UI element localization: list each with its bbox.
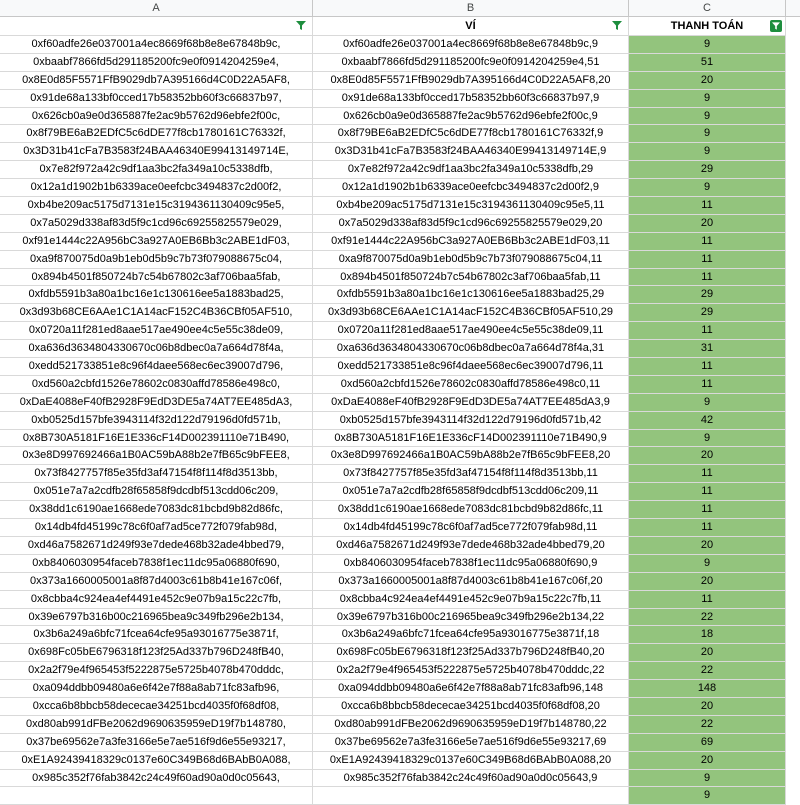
gap-cell xyxy=(786,787,800,805)
cell-address[interactable]: 0x73f8427757f85e35fd3af47154f8f114f8d3513bb, xyxy=(0,465,313,483)
cell-payment[interactable]: 11 xyxy=(629,233,786,251)
table-row xyxy=(0,197,800,215)
table-row xyxy=(0,537,800,555)
gap-cell xyxy=(786,215,800,233)
gap-cell xyxy=(786,555,800,573)
cell-payment[interactable]: 11 xyxy=(629,322,786,340)
cell-payment[interactable]: 9 xyxy=(629,787,786,805)
table-row xyxy=(0,698,800,716)
gap-cell xyxy=(786,716,800,734)
table-row xyxy=(0,609,800,627)
header-cell-a[interactable] xyxy=(0,17,313,36)
gap-cell xyxy=(786,17,800,36)
gap-cell xyxy=(786,179,800,197)
table-row xyxy=(0,770,800,788)
gap-cell xyxy=(786,644,800,662)
cell-wallet[interactable]: 0x8E0d85F5571FfB9029db7A395166d4C0D22A5AF8,20 xyxy=(313,72,629,90)
table-row xyxy=(0,90,800,108)
table-row xyxy=(0,662,800,680)
gap-cell xyxy=(786,197,800,215)
cell-address[interactable]: 0x051e7a7a2cdfb28f65858f9dcdbf513cdd06c209, xyxy=(0,483,313,501)
cell-payment[interactable]: 9 xyxy=(629,108,786,126)
table-row xyxy=(0,269,800,287)
cell-payment[interactable]: 20 xyxy=(629,72,786,90)
cell-wallet[interactable]: 0x051e7a7a2cdfb28f65858f9dcdbf513cdd06c209,11 xyxy=(313,483,629,501)
cell-payment[interactable]: 51 xyxy=(629,54,786,72)
table-row xyxy=(0,54,800,72)
cell-payment[interactable]: 11 xyxy=(629,358,786,376)
table-row xyxy=(0,340,800,358)
cell-wallet[interactable]: 0xb8406030954faceb7838f1ec11dc95a06880f690,9 xyxy=(313,555,629,573)
gap-cell xyxy=(786,770,800,788)
table-row xyxy=(0,161,800,179)
cell-payment[interactable]: 29 xyxy=(629,304,786,322)
cell-address[interactable]: 0x8E0d85F5571FfB9029db7A395166d4C0D22A5AF8, xyxy=(0,72,313,90)
gap-cell xyxy=(786,90,800,108)
cell-address[interactable]: 0x2a2f79e4f965453f5222875e5725b4078b470dddc, xyxy=(0,662,313,680)
cell-address[interactable]: 0xa9f870075d0a9b1eb0d5b9c7b73f079088675c04, xyxy=(0,251,313,269)
cell-address[interactable]: 0x3e8D997692466a1B0AC59bA88b2e7fB65c9bFEE8, xyxy=(0,447,313,465)
table-row xyxy=(0,394,800,412)
table-row xyxy=(0,108,800,126)
cell-wallet[interactable]: 0x3e8D997692466a1B0AC59bA88b2e7fB65c9bFEE8,20 xyxy=(313,447,629,465)
gap-cell xyxy=(786,591,800,609)
gap-cell xyxy=(786,519,800,537)
cell-payment[interactable]: 11 xyxy=(629,501,786,519)
table-row xyxy=(0,734,800,752)
table-row xyxy=(0,591,800,609)
header-b-label: VÍ xyxy=(465,20,476,32)
cell-wallet[interactable]: 0xf60adfe26e037001a4ec8669f68b8e8e67848b9c,9 xyxy=(313,36,629,54)
cell-address[interactable]: 0x3d93b68CE6AAe1C1A14acF152C4B36CBf05AF510, xyxy=(0,304,313,322)
cell-payment[interactable]: 18 xyxy=(629,626,786,644)
gap-cell xyxy=(786,465,800,483)
gap-cell xyxy=(786,412,800,430)
cell-address[interactable]: 0x698Fc05bE6796318f123f25Ad337b796D248fB40, xyxy=(0,644,313,662)
table-row xyxy=(0,555,800,573)
gap-cell xyxy=(786,340,800,358)
gap-cell xyxy=(786,734,800,752)
cell-address[interactable]: 0x0720a11f281ed8aae517ae490ee4c5e55c38de09, xyxy=(0,322,313,340)
cell-address[interactable]: 0xcca6b8bbcb58dececae34251bcd4035f0f68df08, xyxy=(0,698,313,716)
cell-wallet[interactable]: 0xd80ab991dFBe2062d9690635959eD19f7b148780,22 xyxy=(313,716,629,734)
cell-address[interactable]: 0x8B730A5181F16E1E336cF14D002391110e71B490, xyxy=(0,430,313,448)
table-row xyxy=(0,143,800,161)
table-row xyxy=(0,787,800,805)
cell-address[interactable]: 0x39e6797b316b00c216965bea9c349fb296e2b134, xyxy=(0,609,313,627)
filter-active-icon[interactable] xyxy=(770,20,782,32)
table-row xyxy=(0,447,800,465)
cell-payment[interactable]: 22 xyxy=(629,716,786,734)
gap-cell xyxy=(786,537,800,555)
column-letter-b[interactable]: B xyxy=(313,0,629,16)
cell-address[interactable]: 0x38dd1c6190ae1668ede7083dc81bcbd9b82d86fc, xyxy=(0,501,313,519)
gap-cell xyxy=(786,286,800,304)
cell-address[interactable]: 0xb8406030954faceb7838f1ec11dc95a06880f690, xyxy=(0,555,313,573)
cell-wallet[interactable]: 0x2a2f79e4f965453f5222875e5725b4078b470dddc,22 xyxy=(313,662,629,680)
table-row xyxy=(0,644,800,662)
cell-payment[interactable]: 11 xyxy=(629,251,786,269)
gap-cell xyxy=(786,322,800,340)
table-row xyxy=(0,573,800,591)
column-letter-a[interactable]: A xyxy=(0,0,313,16)
cell-address[interactable]: 0x985c352f76fab3842c24c49f60ad90a0d0c05643, xyxy=(0,770,313,788)
cell-address[interactable]: 0xd80ab991dFBe2062d9690635959eD19f7b148780, xyxy=(0,716,313,734)
cell-payment[interactable]: 20 xyxy=(629,573,786,591)
gap-cell xyxy=(786,233,800,251)
cell-payment[interactable]: 42 xyxy=(629,412,786,430)
cell-address[interactable]: 0x894b4501f850724b7c54b67802c3af706baa5fab, xyxy=(0,269,313,287)
gap-cell xyxy=(786,698,800,716)
cell-address[interactable]: 0x3D31b41cFa7B3583f24BAA46340E99413149714E, xyxy=(0,143,313,161)
gap-cell xyxy=(786,269,800,287)
cell-payment[interactable]: 9 xyxy=(629,125,786,143)
cell-wallet[interactable]: 0x12a1d1902b1b6339ace0eefcbc3494837c2d00f2,9 xyxy=(313,179,629,197)
cell-wallet[interactable]: 0x7a5029d338af83d5f9c1cd96c69255825579e029,20 xyxy=(313,215,629,233)
table-row xyxy=(0,501,800,519)
cell-wallet[interactable]: 0x8cbba4c924ea4ef4491e452c9e07b9a15c22c7fb,11 xyxy=(313,591,629,609)
table-row xyxy=(0,716,800,734)
cell-wallet[interactable]: 0x3b6a249a6bfc71fcea64cfe95a93016775e3871f,18 xyxy=(313,626,629,644)
cell-address[interactable]: 0xd560a2cbfd1526e78602c0830affd78586e498c0, xyxy=(0,376,313,394)
cell-address[interactable]: 0x373a1660005001a8f87d4003c61b8b41e167c06f, xyxy=(0,573,313,591)
gap-cell xyxy=(786,501,800,519)
cell-payment[interactable]: 9 xyxy=(629,770,786,788)
cell-payment[interactable]: 22 xyxy=(629,662,786,680)
table-row xyxy=(0,179,800,197)
header-cell-b[interactable] xyxy=(313,17,629,36)
cell-wallet[interactable]: 0xb0525d157bfe3943114f32d122d79196d0fd571b,42 xyxy=(313,412,629,430)
cell-wallet[interactable]: 0xd560a2cbfd1526e78602c0830affd78586e498c0,11 xyxy=(313,376,629,394)
cell-payment[interactable]: 11 xyxy=(629,591,786,609)
table-row xyxy=(0,286,800,304)
header-cell-c[interactable] xyxy=(629,17,786,36)
cell-payment[interactable]: 9 xyxy=(629,430,786,448)
cell-wallet[interactable]: 0x3d93b68CE6AAe1C1A14acF152C4B36CBf05AF510,29 xyxy=(313,304,629,322)
cell-wallet[interactable]: 0xd46a7582671d249f93e7dede468b32ade4bbed79,20 xyxy=(313,537,629,555)
table-row xyxy=(0,680,800,698)
cell-payment[interactable]: 9 xyxy=(629,394,786,412)
gap-cell xyxy=(786,662,800,680)
cell-wallet[interactable]: 0x7e82f972a42c9df1aa3bc2fa349a10c5338dfb,29 xyxy=(313,161,629,179)
cell-payment[interactable]: 69 xyxy=(629,734,786,752)
table-row xyxy=(0,36,800,54)
cell-wallet[interactable]: 0xa9f870075d0a9b1eb0d5b9c7b73f079088675c04,11 xyxy=(313,251,629,269)
cell-address[interactable]: 0xb0525d157bfe3943114f32d122d79196d0fd571b, xyxy=(0,412,313,430)
cell-address[interactable]: 0x3b6a249a6bfc71fcea64cfe95a93016775e3871f, xyxy=(0,626,313,644)
table-row xyxy=(0,626,800,644)
cell-address[interactable]: 0xfdb5591b3a80a1bc16e1c130616ee5a1883bad25, xyxy=(0,286,313,304)
gap-cell xyxy=(786,36,800,54)
table-row xyxy=(0,322,800,340)
cell-wallet[interactable]: 0x894b4501f850724b7c54b67802c3af706baa5fab,11 xyxy=(313,269,629,287)
cell-payment[interactable]: 11 xyxy=(629,483,786,501)
gap-cell xyxy=(786,251,800,269)
table-row xyxy=(0,519,800,537)
cell-wallet[interactable]: 0x985c352f76fab3842c24c49f60ad90a0d0c05643,9 xyxy=(313,770,629,788)
cell-payment[interactable]: 9 xyxy=(629,179,786,197)
cell-payment[interactable]: 9 xyxy=(629,143,786,161)
data-rows xyxy=(0,36,800,805)
gap-cell xyxy=(786,430,800,448)
cell-wallet[interactable]: 0x373a1660005001a8f87d4003c61b8b41e167c06f,20 xyxy=(313,573,629,591)
cell-address[interactable]: 0xd46a7582671d249f93e7dede468b32ade4bbed79, xyxy=(0,537,313,555)
filter-icon[interactable] xyxy=(612,21,622,30)
cell-address[interactable]: 0x8f79BE6aB2EDfC5c6dDE77f8cb1780161C76332f, xyxy=(0,125,313,143)
gap-cell xyxy=(786,626,800,644)
cell-address[interactable]: 0x12a1d1902b1b6339ace0eefcbc3494837c2d00f2, xyxy=(0,179,313,197)
table-row xyxy=(0,483,800,501)
gap-cell xyxy=(786,680,800,698)
cell-wallet[interactable]: 0xb4be209ac5175d7131e15c3194361130409c95e5,11 xyxy=(313,197,629,215)
table-row xyxy=(0,430,800,448)
table-row xyxy=(0,376,800,394)
gap-cell xyxy=(786,573,800,591)
cell-wallet[interactable]: 0x626cb0a9e0d365887fe2ac9b5762d96ebfe2f00c,9 xyxy=(313,108,629,126)
cell-address[interactable]: 0x91de68a133bf0cced17b58352bb60f3c66837b97, xyxy=(0,90,313,108)
cell-address[interactable]: 0xf91e1444c22A956bC3a927A0EB6Bb3c2ABE1dF03, xyxy=(0,233,313,251)
table-row xyxy=(0,72,800,90)
cell-payment[interactable]: 11 xyxy=(629,269,786,287)
cell-payment[interactable]: 20 xyxy=(629,644,786,662)
cell-wallet[interactable]: 0x39e6797b316b00c216965bea9c349fb296e2b134,22 xyxy=(313,609,629,627)
cell-wallet[interactable]: 0x38dd1c6190ae1668ede7083dc81bcbd9b82d86fc,11 xyxy=(313,501,629,519)
gap-cell xyxy=(786,72,800,90)
cell-address[interactable]: 0xb4be209ac5175d7131e15c3194361130409c95e5, xyxy=(0,197,313,215)
table-row xyxy=(0,358,800,376)
cell-address[interactable]: 0x626cb0a9e0d365887fe2ac9b5762d96ebfe2f00c, xyxy=(0,108,313,126)
table-row xyxy=(0,215,800,233)
cell-wallet[interactable]: 0x73f8427757f85e35fd3af47154f8f114f8d3513bb,11 xyxy=(313,465,629,483)
cell-wallet[interactable]: 0xf91e1444c22A956bC3a927A0EB6Bb3c2ABE1dF03,11 xyxy=(313,233,629,251)
cell-address[interactable]: 0xf60adfe26e037001a4ec8669f68b8e8e67848b9c, xyxy=(0,36,313,54)
table-row xyxy=(0,465,800,483)
column-letter-bar xyxy=(0,0,800,17)
cell-payment[interactable]: 11 xyxy=(629,197,786,215)
column-gap xyxy=(786,0,800,16)
cell-wallet[interactable]: 0x3D31b41cFa7B3583f24BAA46340E99413149714E,9 xyxy=(313,143,629,161)
cell-payment[interactable]: 20 xyxy=(629,752,786,770)
cell-address[interactable]: 0xedd521733851e8c96f4daee568ec6ec39007d796, xyxy=(0,358,313,376)
gap-cell xyxy=(786,143,800,161)
table-row xyxy=(0,251,800,269)
cell-address[interactable]: 0xa094ddbb09480a6e6f42e7f88a8ab71fc83afb96, xyxy=(0,680,313,698)
gap-cell xyxy=(786,358,800,376)
gap-cell xyxy=(786,54,800,72)
cell-wallet[interactable]: 0x8f79BE6aB2EDfC5c6dDE77f8cb1780161C76332f,9 xyxy=(313,125,629,143)
gap-cell xyxy=(786,394,800,412)
cell-address[interactable]: 0x8cbba4c924ea4ef4491e452c9e07b9a15c22c7fb, xyxy=(0,591,313,609)
cell-address[interactable]: 0x7e82f972a42c9df1aa3bc2fa349a10c5338dfb, xyxy=(0,161,313,179)
cell-payment[interactable]: 29 xyxy=(629,286,786,304)
cell-address[interactable]: 0x7a5029d338af83d5f9c1cd96c69255825579e029, xyxy=(0,215,313,233)
cell-wallet[interactable]: 0xE1A92439418329c0137e60C349B68d6BAbB0A088,20 xyxy=(313,752,629,770)
cell-payment[interactable]: 20 xyxy=(629,215,786,233)
cell-payment[interactable]: 11 xyxy=(629,465,786,483)
table-row xyxy=(0,233,800,251)
cell-payment[interactable]: 20 xyxy=(629,447,786,465)
gap-cell xyxy=(786,125,800,143)
header-row xyxy=(0,17,800,36)
cell-payment[interactable]: 9 xyxy=(629,555,786,573)
gap-cell xyxy=(786,304,800,322)
column-letter-c[interactable]: C xyxy=(629,0,786,16)
table-row xyxy=(0,752,800,770)
table-row xyxy=(0,304,800,322)
cell-payment[interactable]: 29 xyxy=(629,161,786,179)
cell-payment[interactable]: 9 xyxy=(629,36,786,54)
filter-icon[interactable] xyxy=(296,21,306,30)
cell-wallet[interactable]: 0x0720a11f281ed8aae517ae490ee4c5e55c38de09,11 xyxy=(313,322,629,340)
cell-wallet[interactable]: 0xfdb5591b3a80a1bc16e1c130616ee5a1883bad25,29 xyxy=(313,286,629,304)
cell-wallet[interactable]: 0xcca6b8bbcb58dececae34251bcd4035f0f68df08,20 xyxy=(313,698,629,716)
cell-wallet[interactable]: 0x37be69562e7a3fe3166e5e7ae516f9d6e55e93217,69 xyxy=(313,734,629,752)
gap-cell xyxy=(786,483,800,501)
table-row xyxy=(0,412,800,430)
cell-address[interactable] xyxy=(0,787,313,805)
cell-address[interactable]: 0xDaE4088eF40fB2928F9EdD3DE5a74AT7EE485dA3, xyxy=(0,394,313,412)
table-row xyxy=(0,125,800,143)
gap-cell xyxy=(786,447,800,465)
cell-wallet[interactable] xyxy=(313,787,629,805)
cell-payment[interactable]: 9 xyxy=(629,90,786,108)
cell-address[interactable]: 0xE1A92439418329c0137e60C349B68d6BAbB0A088, xyxy=(0,752,313,770)
cell-wallet[interactable]: 0x14db4fd45199c78c6f0af7ad5ce772f079fab98d,11 xyxy=(313,519,629,537)
cell-address[interactable]: 0x37be69562e7a3fe3166e5e7ae516f9d6e55e93217, xyxy=(0,734,313,752)
cell-wallet[interactable]: 0x8B730A5181F16E1E336cF14D002391110e71B490,9 xyxy=(313,430,629,448)
cell-wallet[interactable]: 0xedd521733851e8c96f4daee568ec6ec39007d796,11 xyxy=(313,358,629,376)
cell-payment[interactable]: 11 xyxy=(629,519,786,537)
gap-cell xyxy=(786,108,800,126)
cell-wallet[interactable]: 0xDaE4088eF40fB2928F9EdD3DE5a74AT7EE485dA3,9 xyxy=(313,394,629,412)
cell-address[interactable]: 0x14db4fd45199c78c6f0af7ad5ce772f079fab98d, xyxy=(0,519,313,537)
cell-wallet[interactable]: 0xa094ddbb09480a6e6f42e7f88a8ab71fc83afb96,148 xyxy=(313,680,629,698)
cell-payment[interactable]: 148 xyxy=(629,680,786,698)
cell-address[interactable]: 0xa636d3634804330670c06b8dbec0a7a664d78f4a, xyxy=(0,340,313,358)
gap-cell xyxy=(786,376,800,394)
cell-payment[interactable]: 11 xyxy=(629,376,786,394)
cell-wallet[interactable]: 0x698Fc05bE6796318f123f25Ad337b796D248fB40,20 xyxy=(313,644,629,662)
cell-payment[interactable]: 31 xyxy=(629,340,786,358)
cell-address[interactable]: 0xbaabf7866fd5d291185200fc9e0f0914204259e4, xyxy=(0,54,313,72)
gap-cell xyxy=(786,752,800,770)
cell-payment[interactable]: 20 xyxy=(629,698,786,716)
cell-payment[interactable]: 20 xyxy=(629,537,786,555)
cell-wallet[interactable]: 0xa636d3634804330670c06b8dbec0a7a664d78f4a,31 xyxy=(313,340,629,358)
cell-wallet[interactable]: 0x91de68a133bf0cced17b58352bb60f3c66837b97,9 xyxy=(313,90,629,108)
header-c-label: THANH TOÁN xyxy=(670,20,744,32)
gap-cell xyxy=(786,609,800,627)
cell-wallet[interactable]: 0xbaabf7866fd5d291185200fc9e0f0914204259e4,51 xyxy=(313,54,629,72)
gap-cell xyxy=(786,161,800,179)
cell-payment[interactable]: 22 xyxy=(629,609,786,627)
